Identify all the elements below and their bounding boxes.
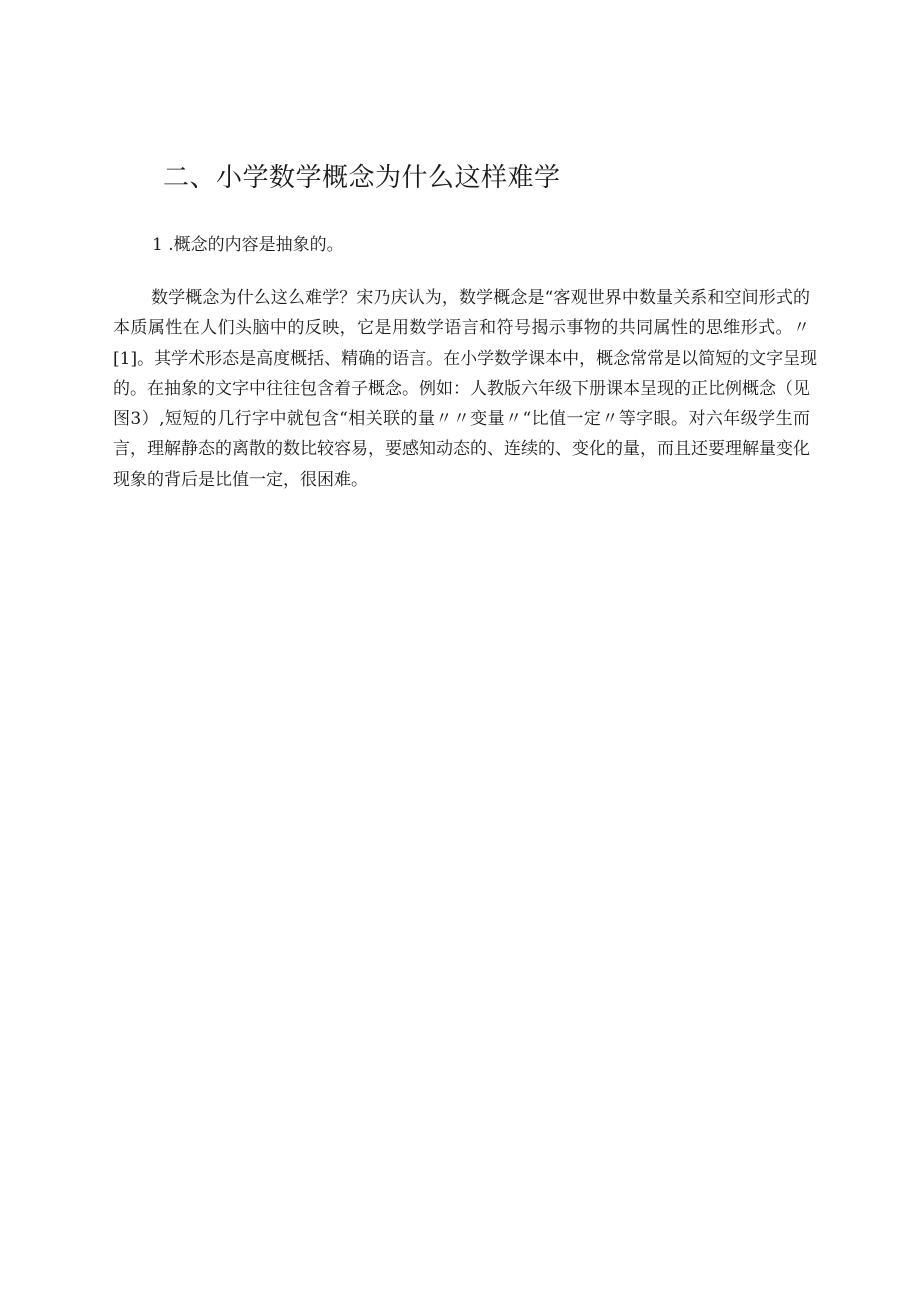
paragraph-line: 的。在抽象的文字中往往包含着子概念。例如：人教版六年级下册课本呈现的正比例概念（见 <box>113 378 810 399</box>
paragraph-line: 现象的背后是比值一定，很困难。 <box>113 469 368 490</box>
paragraph-line: 数学概念为什么这么难学？宋乃庆认为，数学概念是“客观世界中数量关系和空间形式的 <box>151 288 810 308</box>
paragraph-line: [1]。其学术形态是高度概括、精确的语言。在小学数学课本中，概念常常是以简短的文字呈现 <box>113 348 818 369</box>
paragraph-line: 言，理解静态的离散的数比较容易，要感知动态的、连续的、变化的量，而且还要理解量变化 <box>113 439 810 460</box>
body-paragraph <box>113 283 818 495</box>
paragraph-line: 本质属性在人们头脑中的反映，它是用数学语言和符号揭示事物的共同属性的思维形式。〃 <box>113 318 810 339</box>
paragraph-line: 图3）,短短的几行字中就包含“相关联的量〃〃变量〃“比值一定〃等字眼。对六年级学生而 <box>113 409 810 430</box>
section-heading: 二、小学数学概念为什么这样难学 <box>163 163 561 193</box>
subsection-heading: 1 .概念的内容是抽象的。 <box>152 235 344 255</box>
